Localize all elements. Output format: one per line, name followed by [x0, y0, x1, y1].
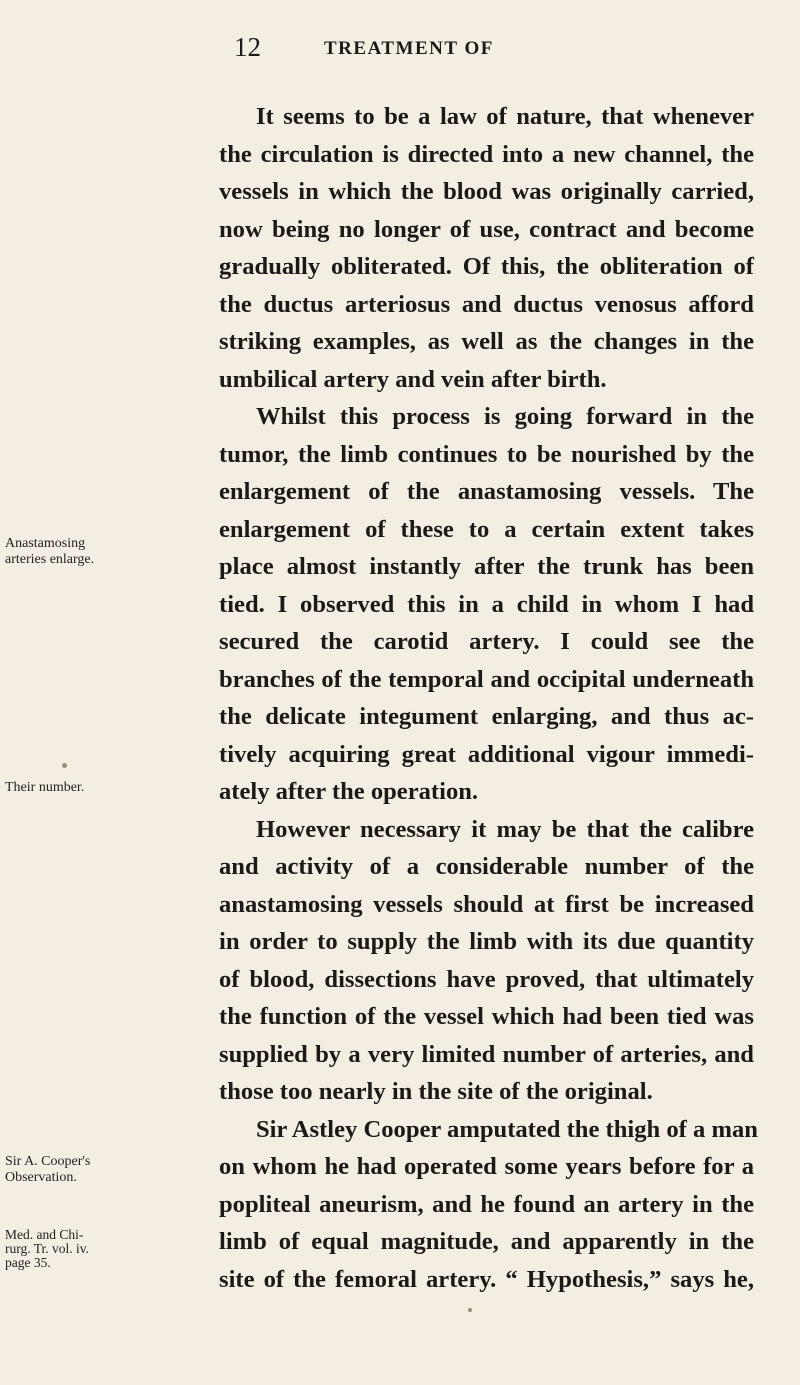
text-line: on whom he had operated some years before for a [219, 1153, 754, 1180]
body-text [219, 98, 758, 1298]
text-line: supplied by a very limited number of arteries, and [219, 1040, 754, 1068]
text-line: branches of the temporal and occipital underneath [219, 665, 754, 693]
margin-note-number [5, 780, 220, 796]
paper-speck [62, 763, 67, 768]
text-line: tively acquiring great additional vigour immedi- [219, 740, 754, 768]
text-line: However necessary it may be that the calibre [256, 815, 754, 843]
running-title: TREATMENT OF [324, 38, 494, 59]
text-line: gradually obliterated. Of this, the obliteration of [219, 253, 754, 280]
text-line: anastamosing vessels should at first be increased [219, 890, 754, 918]
margin-note-line: Their number. [5, 780, 85, 795]
text-line: popliteal aneurism, and he found an artery in the [219, 1190, 754, 1218]
text-line: of blood, dissections have proved, that ultimately [219, 965, 754, 993]
text-line: limb of equal magnitude, and apparently in the [219, 1228, 754, 1255]
text-line: site of the femoral artery. “ Hypothesis,” says he, [219, 1265, 754, 1293]
margin-note-line: arteries enlarge. [5, 552, 95, 567]
page-header [234, 34, 754, 64]
text-line: those too nearly in the site of the original. [219, 1078, 653, 1105]
margin-note-reference [5, 1228, 220, 1270]
text-line: Whilst this process is going forward in the [256, 403, 754, 430]
text-line: now being no longer of use, contract and become [219, 215, 754, 243]
text-line: striking examples, as well as the changes in the [219, 328, 754, 355]
text-line: vessels in which the blood was originally carried, [219, 178, 754, 205]
text-line: the ductus arteriosus and ductus venosus afford [219, 290, 754, 318]
margin-note-line: Med. and Chi- [5, 1227, 84, 1242]
margin-note-line: Anastamosing [5, 536, 86, 551]
text-line: the function of the vessel which had been tied was [219, 1003, 754, 1030]
margin-note-line: rurg. Tr. vol. iv. [5, 1241, 90, 1256]
paper-speck [468, 1308, 472, 1312]
margin-note-line: Sir A. Cooper's [5, 1154, 91, 1169]
text-line: the circulation is directed into a new channel, the [219, 140, 754, 168]
margin-note-anastamosing [5, 536, 220, 568]
text-line: place almost instantly after the trunk has been [219, 553, 754, 580]
text-line: secured the carotid artery. I could see the [219, 628, 754, 655]
margin-note-line: page 35. [5, 1255, 51, 1270]
text-line: enlargement of these to a certain extent takes [219, 515, 754, 543]
text-line: tied. I observed this in a child in whom I had [219, 590, 754, 618]
text-line: the delicate integument enlarging, and thus ac- [219, 703, 754, 730]
page-number: 12 [234, 32, 261, 62]
text-line: enlargement of the anastamosing vessels. The [219, 478, 754, 505]
text-line: in order to supply the limb with its due quantity [219, 928, 754, 955]
text-line: Sir Astley Cooper amputated the thigh of a man [256, 1115, 758, 1143]
text-line: It seems to be a law of nature, that whenever [256, 103, 754, 130]
text-line: umbilical artery and vein after birth. [219, 365, 607, 393]
text-line: tumor, the limb continues to be nourished by the [219, 440, 754, 468]
margin-note-cooper [5, 1154, 220, 1186]
margin-note-line: Observation. [5, 1170, 77, 1185]
text-line: and activity of a considerable number of the [219, 853, 754, 880]
text-line: ately after the operation. [219, 778, 479, 805]
